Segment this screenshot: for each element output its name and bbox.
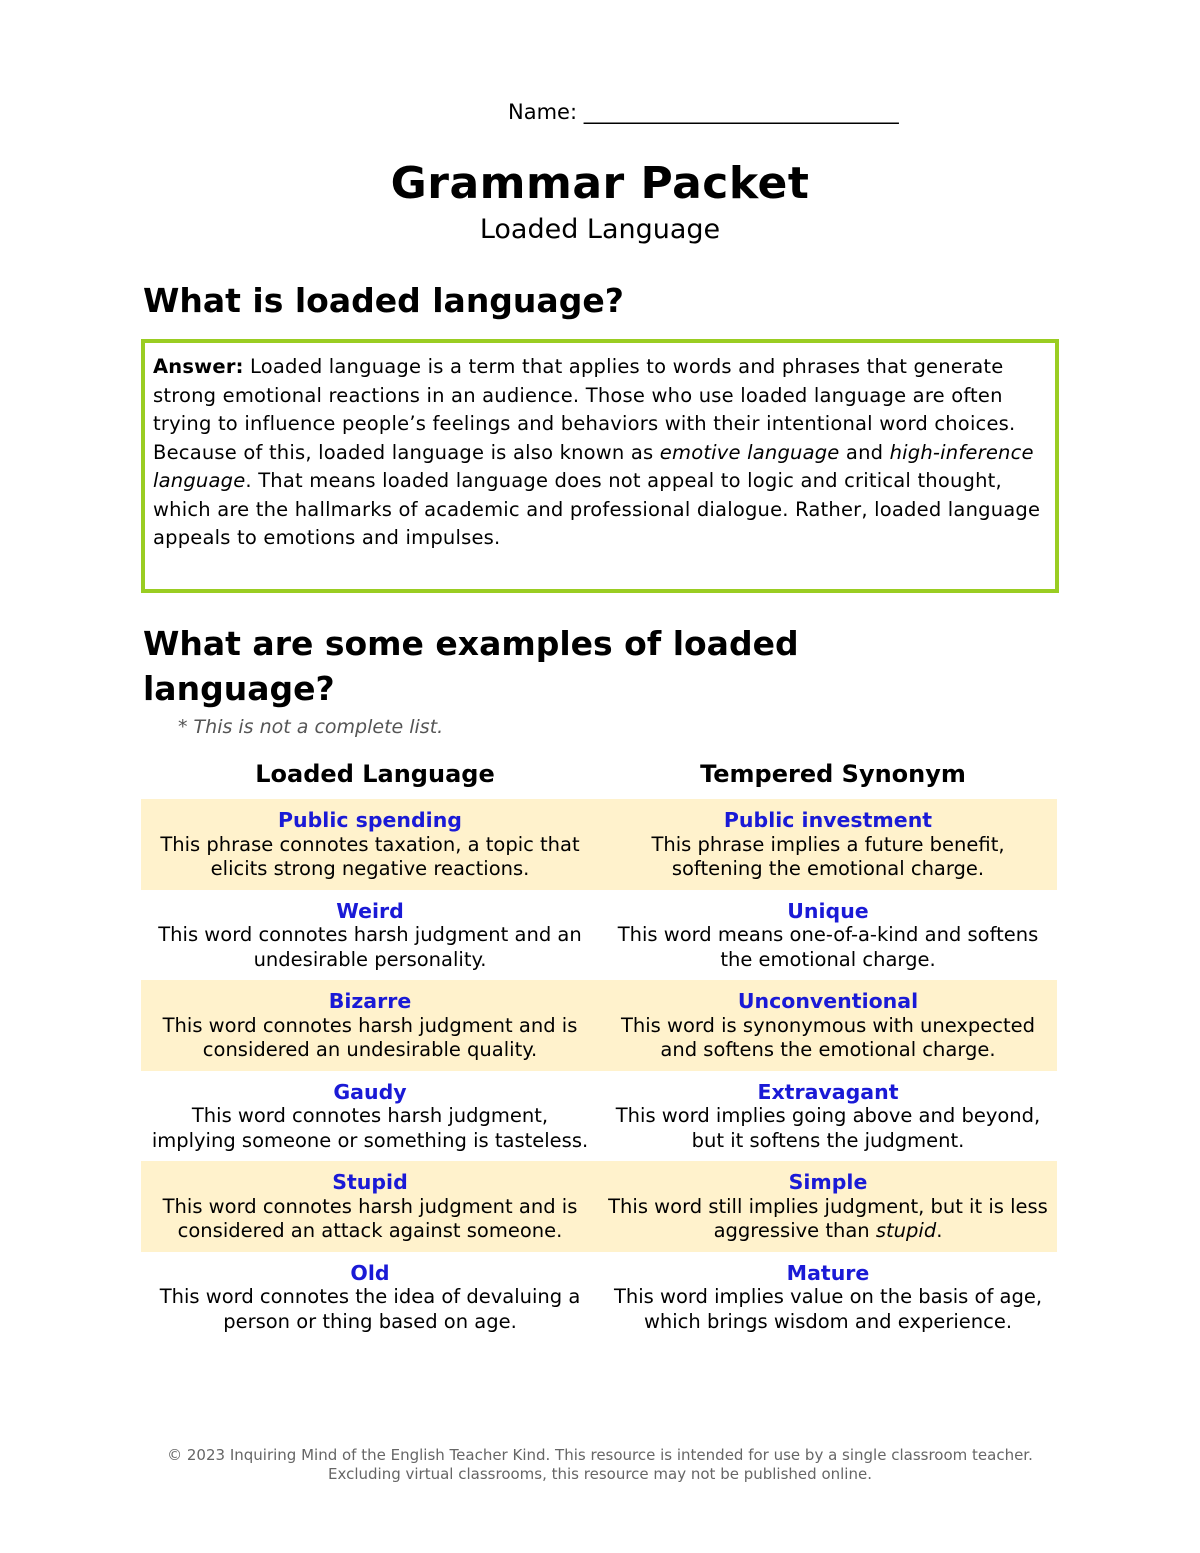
tempered-term: Simple — [788, 1170, 868, 1194]
answer-box — [141, 339, 1059, 593]
loaded-desc: This word connotes harsh judgment and an undesirable personality. — [158, 923, 582, 971]
name-field-label: Name: ______________________________ — [508, 100, 899, 124]
tempered-desc: This word is synonymous with unexpected and softens the emotional charge. — [620, 1013, 1036, 1061]
tempered-desc-post: . — [936, 1219, 943, 1242]
tempered-term: Unconventional — [737, 989, 919, 1013]
tempered-desc — [607, 1195, 1049, 1244]
examples-table — [141, 799, 1057, 1342]
tempered-desc: This word implies value on the basis of age, which brings wisdom and experience. — [613, 1285, 1043, 1333]
tempered-cell — [599, 1071, 1057, 1162]
loaded-term: Gaudy — [333, 1079, 407, 1104]
loaded-term: Public spending — [278, 808, 462, 832]
loaded-desc: This word connotes harsh judgment and is considered an undesirable quality. — [162, 1013, 578, 1061]
tempered-cell — [599, 1252, 1057, 1343]
tempered-desc: This word implies going above and beyond, but it softens the judgment. — [615, 1104, 1041, 1152]
answer-text-3: . That means loaded language does not appeal to logic and critical thought, which are the hallmarks of academic and professional dialogue. Rather, loaded language appeals to emotions and impulses. — [153, 469, 1041, 549]
tempered-cell — [599, 980, 1057, 1071]
answer-emphasis-2: high-inference language — [153, 440, 1034, 492]
loaded-cell — [141, 1071, 599, 1162]
tempered-cell — [599, 799, 1057, 890]
answer-label: Answer: — [153, 355, 244, 378]
loaded-desc: This word connotes harsh judgment and is considered an attack against someone. — [162, 1194, 578, 1242]
tempered-term: Mature — [786, 1260, 870, 1285]
tempered-desc-emphasis: stupid — [875, 1219, 937, 1242]
page-subtitle: Loaded Language — [479, 214, 721, 245]
tempered-desc: This word means one-of-a-kind and softens the emotional charge. — [617, 923, 1039, 971]
section-heading-definition: What is loaded language? — [143, 281, 624, 320]
footer-line-2: Excluding virtual classrooms, this resource may not be published online. — [328, 1465, 872, 1483]
loaded-term: Bizarre — [328, 989, 412, 1013]
loaded-term: Old — [350, 1260, 390, 1285]
table-row — [141, 980, 1057, 1071]
loaded-cell — [141, 1252, 599, 1343]
table-row — [141, 1252, 1057, 1343]
tempered-term: Public investment — [723, 808, 933, 832]
column-header-tempered: Tempered Synonym — [700, 760, 966, 788]
tempered-term: Extravagant — [757, 1079, 899, 1104]
tempered-cell — [599, 890, 1057, 981]
loaded-cell — [141, 1161, 599, 1252]
answer-text-2: and — [839, 440, 890, 464]
table-row — [141, 799, 1057, 890]
tempered-cell — [599, 1161, 1057, 1252]
list-note: * This is not a complete list. — [178, 716, 444, 738]
loaded-term: Stupid — [332, 1170, 408, 1194]
column-header-loaded: Loaded Language — [255, 760, 495, 788]
loaded-desc: This word connotes the idea of devaluing a person or thing based on age. — [159, 1285, 581, 1333]
table-row — [141, 1071, 1057, 1162]
section-heading-examples: What are some examples of loaded language? — [143, 624, 799, 708]
table-row — [141, 890, 1057, 981]
tempered-desc-pre: This word still implies judgment, but it is less aggressive than — [608, 1194, 1048, 1242]
loaded-desc: This phrase connotes taxation, a topic that elicits strong negative reactions. — [160, 832, 580, 880]
footer-line-1: © 2023 Inquiring Mind of the English Teacher Kind. This resource is intended for use by a single classroom teacher. — [167, 1446, 1033, 1464]
loaded-cell — [141, 799, 599, 890]
tempered-term: Unique — [787, 898, 869, 923]
tempered-desc: This phrase implies a future benefit, softening the emotional charge. — [651, 832, 1005, 880]
page-title: Grammar Packet — [390, 158, 810, 209]
answer-text-1: Loaded language is a term that applies to words and phrases that generate strong emotional reactions in an audience. Those who use loaded language are often trying to influence people’s feelings and behaviors with their intentional word choices. Because of this, loaded language is also known as — [153, 355, 1016, 464]
table-row — [141, 1161, 1057, 1252]
loaded-term: Weird — [336, 898, 404, 923]
loaded-cell — [141, 980, 599, 1071]
loaded-cell — [141, 890, 599, 981]
answer-emphasis-1: emotive language — [659, 440, 840, 464]
loaded-desc: This word connotes harsh judgment, implying someone or something is tasteless. — [151, 1104, 589, 1152]
copyright-footer — [0, 1446, 1200, 1484]
